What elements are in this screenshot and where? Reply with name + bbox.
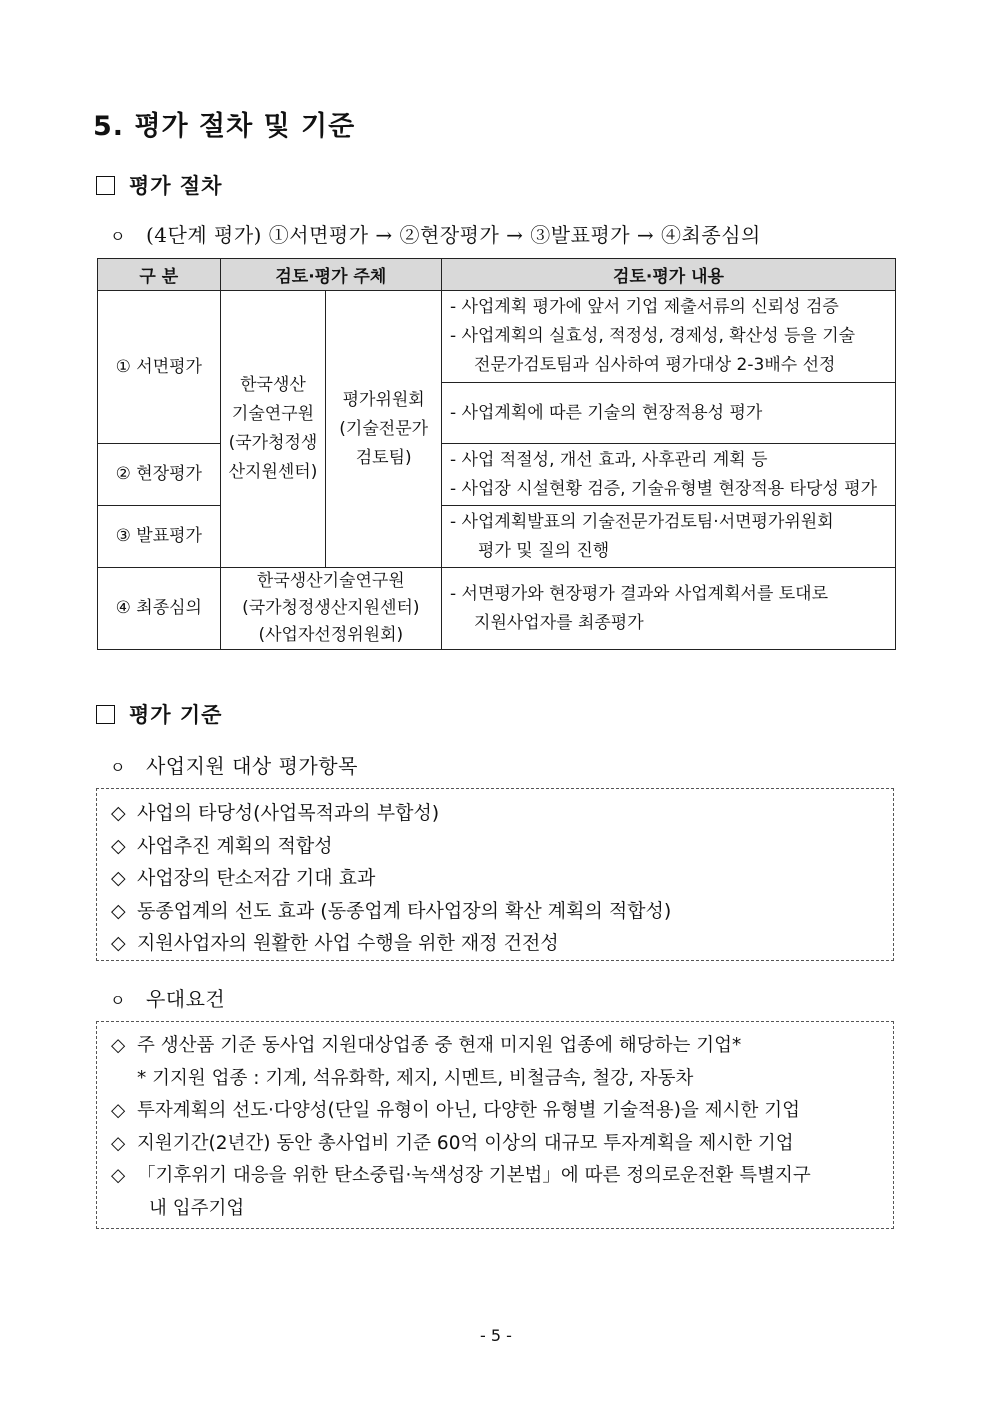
subject-committee-line: 검토팀) <box>355 447 412 468</box>
subject-org-line: (국가청정생 <box>228 433 318 453</box>
table-row <box>98 568 896 650</box>
bullet-o-icon: ㅇ <box>110 991 126 1010</box>
bullet-o-icon: ㅇ <box>110 227 126 246</box>
header-subject: 검토·평가 주체 <box>220 259 441 291</box>
content-line: - 사업계획에 따른 기술의 현장적용성 평가 <box>450 402 763 423</box>
content-presentation <box>442 506 896 568</box>
diamond-icon: ◇ <box>111 1035 126 1056</box>
diamond-icon: ◇ <box>111 802 126 824</box>
diamond-icon: ◇ <box>111 1100 126 1121</box>
list-item <box>111 1095 879 1128</box>
diamond-icon: ◇ <box>111 834 126 857</box>
stage-presentation: ③ 발표평가 <box>98 506 221 568</box>
section-procedure-title <box>96 170 222 200</box>
list-item-text: * 기지원 업종 : 기계, 석유화학, 제지, 시멘트, 비철금속, 철강, 자동차 <box>137 1067 694 1089</box>
list-item <box>111 862 879 895</box>
checkbox-square-icon <box>96 176 115 195</box>
list-item-text: 사업의 타당성(사업목적과의 부합성) <box>137 802 440 824</box>
list-item <box>111 1030 879 1063</box>
subject-final-line: 한국생산기술연구원 <box>256 571 405 591</box>
stage-site: ② 현장평가 <box>98 444 221 506</box>
subject-final-line: (국가청정생산지원센터) <box>242 598 420 618</box>
header-content: 검토·평가 내용 <box>442 259 896 291</box>
list-item-text: 지원사업자의 원활한 사업 수행을 위한 재정 건전성 <box>137 932 559 954</box>
flow-line <box>110 219 761 248</box>
content-line: - 사업 적절성, 개선 효과, 사후관리 계획 등 <box>450 449 768 470</box>
criteria-items-box <box>96 788 894 961</box>
preference-items-box <box>96 1021 894 1229</box>
header-category: 구 분 <box>98 259 221 291</box>
evaluation-table <box>97 258 896 650</box>
content-line: - 사업계획의 실효성, 적정성, 경제성, 확산성 등을 기술 <box>450 326 856 346</box>
criteria-sub1 <box>110 750 358 779</box>
list-item-text: 동종업계의 선도 효과 (동종업계 타사업장의 확산 계획의 적합성) <box>137 899 672 922</box>
diamond-icon: ◇ <box>111 867 126 889</box>
section-criteria-label: 평가 기준 <box>129 703 223 727</box>
content-line: - 서면평가와 현장평가 결과와 사업계획서를 토대로 <box>450 583 829 604</box>
list-item <box>111 1128 879 1161</box>
content-site <box>442 444 896 506</box>
subject-committee-line: 평가위원회 <box>342 389 425 410</box>
diamond-icon: ◇ <box>111 1165 126 1186</box>
bullet-o-icon: ㅇ <box>110 758 126 777</box>
criteria-sub2-text: 우대요건 <box>145 987 226 1011</box>
table-row <box>98 444 896 506</box>
content-final <box>442 568 896 650</box>
list-item-text: 사업장의 탄소저감 기대 효과 <box>137 867 376 889</box>
subject-org <box>220 291 326 568</box>
stage-doc: ① 서면평가 <box>98 291 221 444</box>
list-item-continuation <box>111 1193 879 1226</box>
list-item-text: 투자계획의 선도·다양성(단일 유형이 아닌, 다양한 유형별 기술적용)을 제시한 기업 <box>137 1100 800 1121</box>
list-item-text: 사업추진 계획의 적합성 <box>137 834 333 857</box>
subject-org-line: 한국생산 <box>240 375 306 395</box>
table-row <box>98 291 896 383</box>
content-line: - 사업계획 평가에 앞서 기업 제출서류의 신뢰성 검증 <box>450 297 839 317</box>
subject-committee-line: (기술전문가 <box>339 418 429 439</box>
list-item-text: 「기후위기 대응을 위한 탄소중립·녹색성장 기본법」에 따른 정의로운전환 특별지구 <box>137 1165 811 1186</box>
diamond-icon: ◇ <box>111 932 126 954</box>
list-item <box>111 895 879 928</box>
list-item-text: 지원기간(2년간) 동안 총사업비 기준 60억 이상의 대규모 투자계획을 제시한 기업 <box>137 1132 794 1154</box>
list-item <box>111 797 879 830</box>
subject-org-line: 산지원센터) <box>228 462 318 482</box>
list-item-text: 내 입주기업 <box>149 1197 245 1219</box>
diamond-icon: ◇ <box>111 1132 126 1154</box>
subject-committee <box>326 291 442 568</box>
subject-final-line: (사업자선정위원회) <box>258 625 404 645</box>
stage-final: ④ 최종심의 <box>98 568 221 650</box>
flow-text: (4단계 평가) ①서면평가 → ②현장평가 → ③발표평가 → ④최종심의 <box>145 223 761 247</box>
page-number: - 5 - <box>480 1326 512 1345</box>
table-row <box>98 506 896 568</box>
content-doc-b <box>442 383 896 444</box>
content-line: 지원사업자를 최종평가 <box>474 612 644 633</box>
content-line: 전문가검토팀과 심사하여 평가대상 2-3배수 선정 <box>474 355 836 375</box>
list-item-note <box>111 1063 879 1096</box>
checkbox-square-icon <box>96 705 115 724</box>
list-item <box>111 1160 879 1193</box>
section-procedure-label: 평가 절차 <box>129 174 223 198</box>
diamond-icon: ◇ <box>111 899 126 922</box>
content-line: - 사업계획발표의 기술전문가검토팀·서면평가위원회 <box>450 511 834 532</box>
section-criteria-title <box>96 699 222 729</box>
content-doc-a <box>442 291 896 383</box>
subject-org-line: 기술연구원 <box>231 404 315 424</box>
list-item <box>111 830 879 863</box>
criteria-sub2 <box>110 983 225 1012</box>
criteria-sub1-text: 사업지원 대상 평가항목 <box>145 754 358 778</box>
list-item-text: 주 생산품 기준 동사업 지원대상업종 중 현재 미지원 업종에 해당하는 기업* <box>137 1035 742 1056</box>
content-line: 평가 및 질의 진행 <box>478 540 610 561</box>
content-line: - 사업장 시설현황 검증, 기술유형별 현장적용 타당성 평가 <box>450 478 878 499</box>
subject-final <box>220 568 441 650</box>
page-title: 5. 평가 절차 및 기준 <box>93 111 356 142</box>
table-header-row <box>98 259 896 291</box>
list-item <box>111 927 879 960</box>
